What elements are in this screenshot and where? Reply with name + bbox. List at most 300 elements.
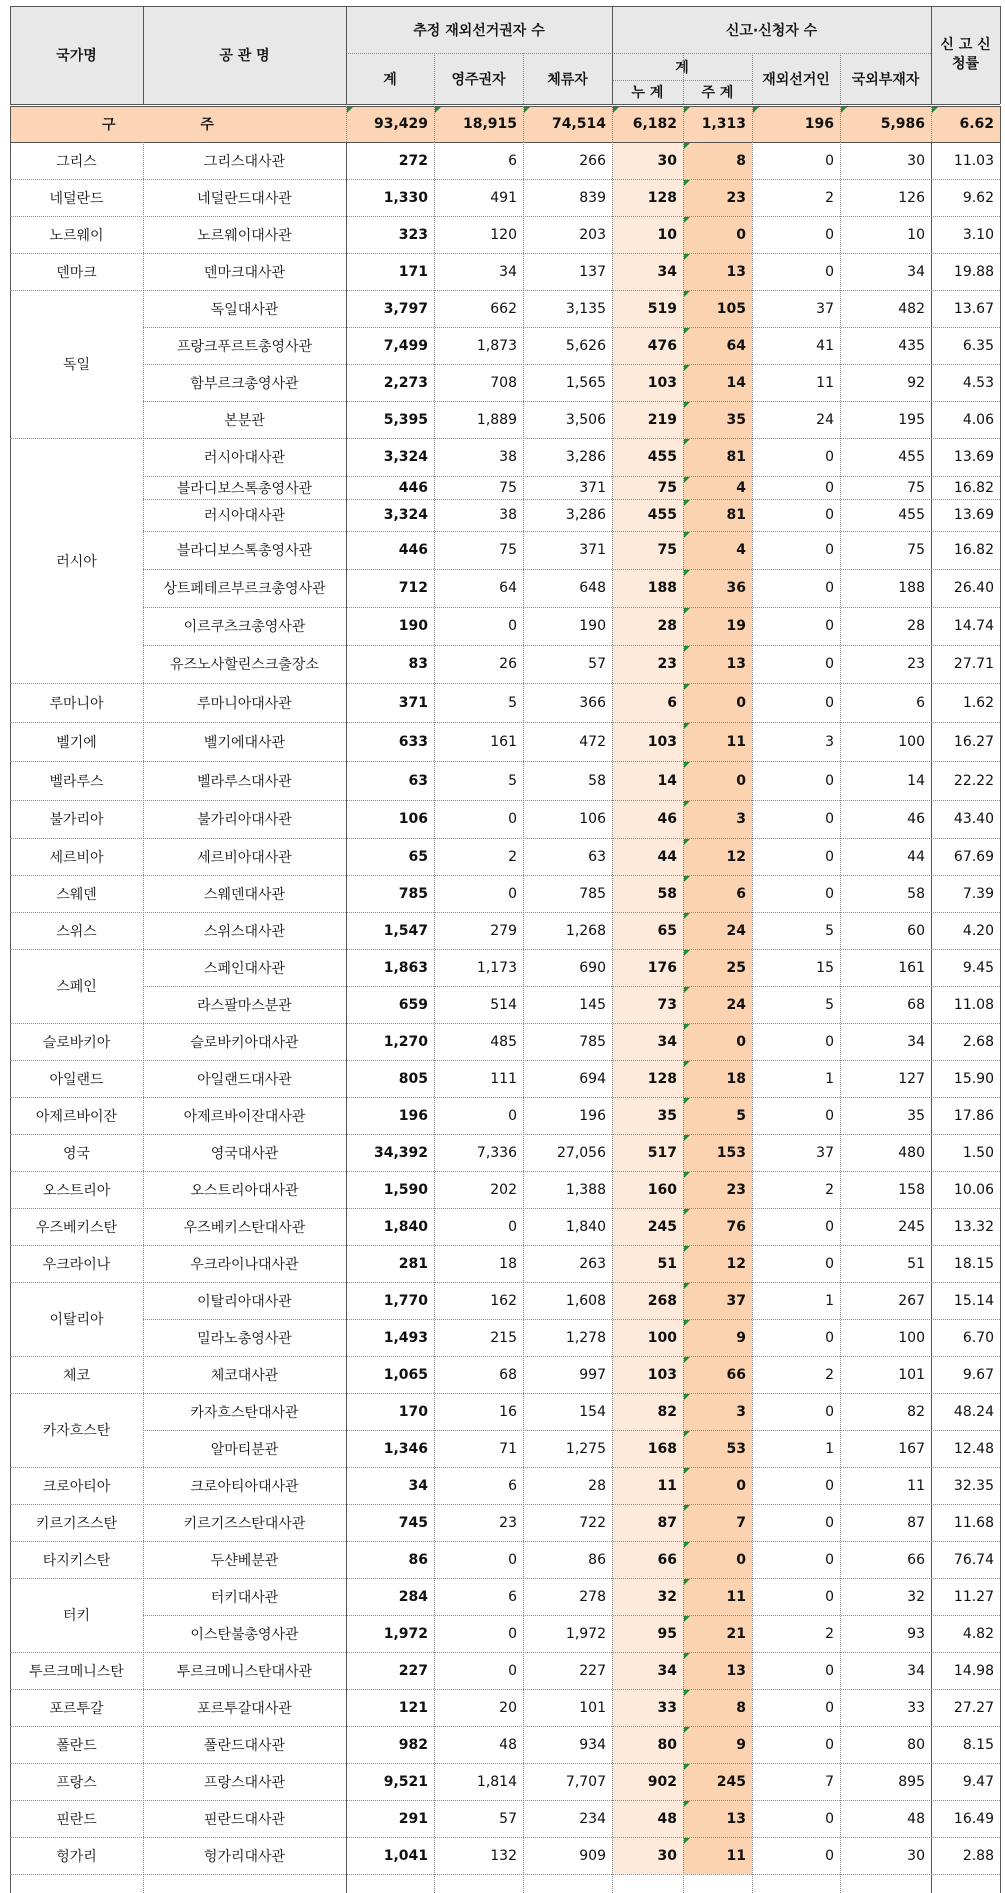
overseas-voter-cell[interactable]: 0 bbox=[825, 1662, 834, 1679]
permanent-cell[interactable]: 120 bbox=[490, 226, 517, 243]
country-name[interactable]: 슬로바키아 bbox=[42, 1034, 111, 1051]
mission-name[interactable]: 이스탄불총영사관 bbox=[190, 1626, 299, 1643]
mission-name[interactable]: 크로아티아대사관 bbox=[190, 1478, 299, 1495]
weekly-cell[interactable]: 245 bbox=[683, 1763, 752, 1800]
weekly-cell[interactable]: 153 bbox=[683, 1134, 752, 1171]
weekly-cell[interactable]: 4 bbox=[683, 531, 752, 569]
weekly-cell[interactable]: 35 bbox=[683, 401, 752, 438]
rate-cell[interactable]: 3.10 bbox=[962, 226, 994, 243]
weekly-cell[interactable]: 13 bbox=[683, 1800, 752, 1837]
permanent-cell[interactable]: 64 bbox=[499, 580, 517, 596]
permanent-cell[interactable]: 71 bbox=[499, 1440, 517, 1457]
permanent-cell[interactable]: 1,873 bbox=[476, 337, 517, 354]
permanent-cell[interactable]: 485 bbox=[490, 1033, 517, 1050]
absentee-cell[interactable]: 75 bbox=[907, 479, 925, 496]
permanent-cell[interactable]: 38 bbox=[499, 507, 517, 523]
permanent-cell[interactable]: 34 bbox=[499, 263, 517, 280]
sojourner-cell[interactable]: 472 bbox=[579, 733, 606, 750]
permanent-cell[interactable]: 0 bbox=[508, 1107, 517, 1124]
summary-permanent[interactable]: 18,915 bbox=[434, 106, 523, 142]
header-country[interactable]: 국가명 bbox=[10, 6, 143, 104]
sojourner-cell[interactable]: 785 bbox=[579, 885, 606, 902]
estimated-total-cell[interactable]: 227 bbox=[398, 1662, 428, 1679]
cumulative-cell[interactable]: 103 bbox=[612, 1356, 683, 1393]
sojourner-cell[interactable]: 63 bbox=[588, 848, 606, 865]
mission-name[interactable]: 네덜란드대사관 bbox=[197, 190, 292, 207]
country-name[interactable]: 헝가리 bbox=[56, 1848, 97, 1865]
estimated-total-cell[interactable]: 281 bbox=[398, 1255, 428, 1272]
weekly-cell[interactable]: 4 bbox=[683, 476, 752, 499]
mission-name[interactable]: 이르쿠츠크총영사관 bbox=[183, 619, 306, 635]
sojourner-cell[interactable]: 190 bbox=[579, 618, 606, 634]
sojourner-cell[interactable]: 227 bbox=[579, 1662, 606, 1679]
overseas-voter-cell[interactable]: 0 bbox=[825, 580, 834, 596]
cumulative-cell[interactable]: 73 bbox=[612, 986, 683, 1023]
absentee-cell[interactable]: 6 bbox=[916, 694, 925, 711]
sojourner-cell[interactable]: 86 bbox=[588, 1551, 606, 1568]
permanent-cell[interactable]: 708 bbox=[490, 374, 517, 391]
absentee-cell[interactable]: 51 bbox=[907, 1255, 925, 1272]
mission-name[interactable]: 유즈노사할린스크출장소 bbox=[170, 657, 319, 673]
country-name[interactable]: 오스트리아 bbox=[42, 1182, 111, 1199]
permanent-cell[interactable]: 202 bbox=[490, 1181, 517, 1198]
mission-name[interactable]: 투르크메니스탄대사관 bbox=[176, 1663, 313, 1680]
country-name[interactable]: 프랑스 bbox=[56, 1774, 97, 1791]
permanent-cell[interactable]: 0 bbox=[508, 618, 517, 634]
header-estimated[interactable]: 추정 재외선거권자 수 bbox=[346, 6, 612, 53]
cumulative-cell[interactable]: 128 bbox=[612, 179, 683, 216]
permanent-cell[interactable]: 1,814 bbox=[476, 1773, 517, 1790]
weekly-cell[interactable]: 9 bbox=[683, 1726, 752, 1763]
sojourner-cell[interactable]: 934 bbox=[579, 1736, 606, 1753]
absentee-cell[interactable]: 87 bbox=[907, 1514, 925, 1531]
overseas-voter-cell[interactable]: 0 bbox=[825, 885, 834, 902]
absentee-cell[interactable]: 35 bbox=[907, 1107, 925, 1124]
permanent-cell[interactable]: 6 bbox=[508, 1477, 517, 1494]
country-name[interactable]: 키르기즈스탄 bbox=[35, 1515, 118, 1532]
country-name[interactable]: 포르투갈 bbox=[49, 1700, 104, 1717]
sojourner-cell[interactable]: 366 bbox=[579, 694, 606, 711]
summary-estimated-total[interactable]: 93,429 bbox=[346, 106, 434, 142]
weekly-cell[interactable]: 24 bbox=[683, 912, 752, 949]
mission-name[interactable]: 함부르크총영사관 bbox=[190, 375, 299, 392]
sojourner-cell[interactable]: 101 bbox=[579, 1699, 606, 1716]
weekly-cell[interactable]: 18 bbox=[683, 1060, 752, 1097]
cumulative-cell[interactable]: 35 bbox=[612, 1097, 683, 1134]
country-name[interactable]: 세르비아 bbox=[49, 849, 104, 866]
summary-overseas-voter[interactable]: 196 bbox=[752, 106, 840, 142]
country-name[interactable]: 우크라이나 bbox=[42, 1256, 111, 1273]
mission-name[interactable]: 블라디보스톡총영사관 bbox=[176, 543, 313, 559]
rate-cell[interactable]: 9.47 bbox=[962, 1773, 994, 1790]
permanent-cell[interactable]: 662 bbox=[490, 300, 517, 317]
country-name[interactable]: 루마니아 bbox=[49, 695, 104, 712]
rate-cell[interactable]: 2.88 bbox=[962, 1847, 994, 1864]
estimated-total-cell[interactable]: 83 bbox=[408, 656, 428, 672]
overseas-voter-cell[interactable]: 1 bbox=[825, 1070, 834, 1087]
absentee-cell[interactable]: 75 bbox=[907, 542, 925, 558]
cumulative-cell[interactable]: 34 bbox=[612, 1652, 683, 1689]
mission-name[interactable]: 스위스대사관 bbox=[203, 923, 286, 940]
mission-name[interactable]: 본분관 bbox=[224, 412, 265, 429]
overseas-voter-cell[interactable]: 2 bbox=[825, 1625, 834, 1642]
absentee-cell[interactable]: 44 bbox=[907, 848, 925, 865]
permanent-cell[interactable]: 514 bbox=[490, 996, 517, 1013]
country-name[interactable]: 독일 bbox=[62, 357, 91, 373]
mission-name[interactable]: 독일대사관 bbox=[210, 301, 279, 318]
overseas-voter-cell[interactable]: 0 bbox=[825, 1033, 834, 1050]
rate-cell[interactable]: 9.45 bbox=[962, 959, 994, 976]
weekly-cell[interactable]: 105 bbox=[683, 290, 752, 327]
cumulative-cell[interactable]: 75 bbox=[612, 531, 683, 569]
header-absentee[interactable]: 국외부재자 bbox=[840, 53, 931, 104]
country-name[interactable]: 이탈리아 bbox=[49, 1312, 104, 1328]
estimated-total-cell[interactable]: 323 bbox=[398, 226, 428, 243]
estimated-total-cell[interactable]: 63 bbox=[408, 772, 428, 789]
permanent-cell[interactable]: 5 bbox=[508, 694, 517, 711]
estimated-total-cell[interactable]: 1,863 bbox=[383, 959, 428, 976]
weekly-cell[interactable]: 81 bbox=[683, 438, 752, 476]
cumulative-cell[interactable]: 48 bbox=[612, 1800, 683, 1837]
overseas-voter-cell[interactable]: 0 bbox=[825, 449, 834, 465]
mission-name[interactable]: 상트페테르부르크총영사관 bbox=[163, 581, 326, 597]
rate-cell[interactable]: 12.48 bbox=[953, 1440, 994, 1457]
mission-name[interactable]: 벨라루스대사관 bbox=[197, 773, 292, 790]
cumulative-cell[interactable]: 268 bbox=[612, 1282, 683, 1319]
absentee-cell[interactable]: 33 bbox=[907, 1699, 925, 1716]
country-name[interactable]: 영국 bbox=[62, 1145, 91, 1162]
rate-cell[interactable]: 4.06 bbox=[962, 411, 994, 428]
overseas-voter-cell[interactable]: 0 bbox=[825, 542, 834, 558]
sojourner-cell[interactable]: 3,286 bbox=[565, 449, 606, 465]
rate-cell[interactable]: 6.70 bbox=[962, 1329, 994, 1346]
weekly-cell[interactable]: 8 bbox=[683, 142, 752, 179]
cumulative-cell[interactable]: 103 bbox=[612, 364, 683, 401]
cumulative-cell[interactable]: 30 bbox=[612, 1837, 683, 1874]
mission-name[interactable]: 오스트리아대사관 bbox=[190, 1182, 299, 1199]
sojourner-cell[interactable]: 3,506 bbox=[565, 411, 606, 428]
mission-name[interactable]: 키르기즈스탄대사관 bbox=[183, 1515, 306, 1532]
mission-name[interactable]: 세르비아대사관 bbox=[197, 849, 292, 866]
summary-absentee[interactable]: 5,986 bbox=[840, 106, 931, 142]
sojourner-cell[interactable]: 839 bbox=[579, 189, 606, 206]
estimated-total-cell[interactable]: 86 bbox=[408, 1551, 428, 1568]
permanent-cell[interactable]: 0 bbox=[508, 1662, 517, 1679]
overseas-voter-cell[interactable]: 1 bbox=[825, 1292, 834, 1309]
cumulative-cell[interactable]: 75 bbox=[612, 476, 683, 499]
sojourner-cell[interactable]: 278 bbox=[579, 1588, 606, 1605]
sojourner-cell[interactable]: 997 bbox=[579, 1366, 606, 1383]
estimated-total-cell[interactable]: 34 bbox=[408, 1477, 428, 1494]
absentee-cell[interactable]: 34 bbox=[907, 1662, 925, 1679]
cumulative-cell[interactable]: 44 bbox=[612, 838, 683, 875]
estimated-total-cell[interactable]: 659 bbox=[398, 996, 428, 1013]
sojourner-cell[interactable]: 785 bbox=[579, 1033, 606, 1050]
weekly-cell[interactable]: 6 bbox=[683, 875, 752, 912]
permanent-cell[interactable]: 0 bbox=[508, 811, 517, 827]
permanent-cell[interactable]: 57 bbox=[499, 1810, 517, 1827]
absentee-cell[interactable]: 80 bbox=[907, 1736, 925, 1753]
sojourner-cell[interactable]: 1,278 bbox=[565, 1329, 606, 1346]
estimated-total-cell[interactable]: 1,972 bbox=[383, 1625, 428, 1642]
cumulative-cell[interactable]: 95 bbox=[612, 1615, 683, 1652]
header-mission[interactable]: 공 관 명 bbox=[143, 6, 346, 104]
absentee-cell[interactable]: 30 bbox=[907, 1847, 925, 1864]
header-applicants[interactable]: 신고·신청자 수 bbox=[612, 6, 931, 53]
sojourner-cell[interactable]: 3,135 bbox=[565, 300, 606, 317]
country-name[interactable]: 덴마크 bbox=[56, 264, 97, 281]
estimated-total-cell[interactable]: 7,499 bbox=[383, 337, 428, 354]
cumulative-cell[interactable]: 188 bbox=[612, 569, 683, 607]
absentee-cell[interactable]: 435 bbox=[898, 337, 925, 354]
estimated-total-cell[interactable]: 272 bbox=[398, 152, 428, 169]
estimated-total-cell[interactable]: 5,395 bbox=[383, 411, 428, 428]
absentee-cell[interactable]: 100 bbox=[898, 733, 925, 750]
permanent-cell[interactable]: 161 bbox=[490, 733, 517, 750]
estimated-total-cell[interactable]: 284 bbox=[398, 1588, 428, 1605]
mission-name[interactable]: 우크라이나대사관 bbox=[190, 1256, 299, 1273]
overseas-voter-cell[interactable]: 5 bbox=[825, 996, 834, 1013]
sojourner-cell[interactable]: 266 bbox=[579, 152, 606, 169]
weekly-cell[interactable]: 13 bbox=[683, 1652, 752, 1689]
overseas-voter-cell[interactable]: 0 bbox=[825, 694, 834, 711]
mission-name[interactable]: 아제르바이잔대사관 bbox=[183, 1108, 306, 1125]
rate-cell[interactable]: 16.49 bbox=[953, 1810, 994, 1827]
estimated-total-cell[interactable]: 1,041 bbox=[383, 1847, 428, 1864]
permanent-cell[interactable]: 7,336 bbox=[476, 1144, 517, 1161]
overseas-voter-cell[interactable]: 0 bbox=[825, 811, 834, 827]
cumulative-cell[interactable]: 11 bbox=[612, 1467, 683, 1504]
rate-cell[interactable]: 7.39 bbox=[962, 885, 994, 902]
weekly-cell[interactable]: 3 bbox=[683, 800, 752, 838]
header-sum[interactable]: 계 bbox=[612, 53, 752, 80]
rate-cell[interactable]: 13.67 bbox=[953, 300, 994, 317]
weekly-cell[interactable]: 8 bbox=[683, 1689, 752, 1726]
overseas-voter-cell[interactable]: 0 bbox=[825, 656, 834, 672]
cumulative-cell[interactable]: 455 bbox=[612, 499, 683, 531]
permanent-cell[interactable]: 0 bbox=[508, 1625, 517, 1642]
sojourner-cell[interactable]: 1,388 bbox=[565, 1181, 606, 1198]
country-name[interactable]: 스페인 bbox=[56, 979, 97, 995]
country-name[interactable]: 우즈베키스탄 bbox=[35, 1219, 118, 1236]
overseas-voter-cell[interactable]: 0 bbox=[825, 1329, 834, 1346]
overseas-voter-cell[interactable]: 15 bbox=[816, 959, 834, 976]
rate-cell[interactable]: 15.14 bbox=[953, 1292, 994, 1309]
header-rate[interactable]: 신 고 신청률 bbox=[931, 6, 1000, 104]
mission-name[interactable]: 이탈리아대사관 bbox=[197, 1293, 292, 1310]
cumulative-cell[interactable]: 66 bbox=[612, 1541, 683, 1578]
permanent-cell[interactable]: 75 bbox=[499, 479, 517, 496]
absentee-cell[interactable]: 126 bbox=[898, 189, 925, 206]
overseas-voter-cell[interactable]: 37 bbox=[816, 1144, 834, 1161]
sojourner-cell[interactable]: 203 bbox=[579, 226, 606, 243]
permanent-cell[interactable]: 0 bbox=[508, 1218, 517, 1235]
country-name[interactable]: 타지키스탄 bbox=[42, 1552, 111, 1569]
sojourner-cell[interactable]: 371 bbox=[579, 542, 606, 558]
estimated-total-cell[interactable]: 1,590 bbox=[383, 1181, 428, 1198]
sojourner-cell[interactable]: 7,707 bbox=[565, 1773, 606, 1790]
estimated-total-cell[interactable]: 371 bbox=[398, 694, 428, 711]
overseas-voter-cell[interactable]: 0 bbox=[825, 1255, 834, 1272]
sojourner-cell[interactable]: 722 bbox=[579, 1514, 606, 1531]
mission-name[interactable]: 그리스대사관 bbox=[203, 153, 286, 170]
country-name[interactable]: 러시아 bbox=[56, 553, 97, 570]
overseas-voter-cell[interactable]: 0 bbox=[825, 152, 834, 169]
weekly-cell[interactable]: 11 bbox=[683, 1578, 752, 1615]
absentee-cell[interactable]: 46 bbox=[907, 811, 925, 827]
absentee-cell[interactable]: 245 bbox=[898, 1218, 925, 1235]
estimated-total-cell[interactable]: 1,346 bbox=[383, 1440, 428, 1457]
country-name[interactable]: 그리스 bbox=[56, 153, 97, 170]
sojourner-cell[interactable]: 1,268 bbox=[565, 922, 606, 939]
mission-name[interactable]: 폴란드대사관 bbox=[203, 1737, 286, 1754]
permanent-cell[interactable]: 132 bbox=[490, 1847, 517, 1864]
overseas-voter-cell[interactable]: 0 bbox=[825, 226, 834, 243]
permanent-cell[interactable]: 0 bbox=[508, 885, 517, 902]
sojourner-cell[interactable]: 106 bbox=[579, 811, 606, 827]
sojourner-cell[interactable]: 690 bbox=[579, 959, 606, 976]
mission-name[interactable]: 알마티분관 bbox=[210, 1441, 279, 1458]
permanent-cell[interactable]: 18 bbox=[499, 1255, 517, 1272]
rate-cell[interactable]: 6.35 bbox=[962, 337, 994, 354]
rate-cell[interactable]: 2.68 bbox=[962, 1033, 994, 1050]
overseas-voter-cell[interactable]: 1 bbox=[825, 1440, 834, 1457]
sojourner-cell[interactable]: 1,972 bbox=[565, 1625, 606, 1642]
absentee-cell[interactable]: 158 bbox=[898, 1181, 925, 1198]
estimated-total-cell[interactable]: 633 bbox=[398, 733, 428, 750]
estimated-total-cell[interactable]: 190 bbox=[398, 618, 428, 634]
country-name[interactable]: 벨라루스 bbox=[49, 773, 104, 790]
cumulative-cell[interactable]: 58 bbox=[612, 875, 683, 912]
estimated-total-cell[interactable]: 1,840 bbox=[383, 1218, 428, 1235]
weekly-cell[interactable]: 0 bbox=[683, 1467, 752, 1504]
rate-cell[interactable]: 16.27 bbox=[953, 733, 994, 750]
overseas-voter-cell[interactable]: 0 bbox=[825, 1810, 834, 1827]
rate-cell[interactable]: 10.06 bbox=[953, 1181, 994, 1198]
permanent-cell[interactable]: 279 bbox=[490, 922, 517, 939]
cumulative-cell[interactable]: 34 bbox=[612, 1023, 683, 1060]
estimated-total-cell[interactable]: 745 bbox=[398, 1514, 428, 1531]
country-name[interactable]: 불가리아 bbox=[49, 812, 104, 828]
estimated-total-cell[interactable]: 446 bbox=[398, 542, 428, 558]
mission-name[interactable]: 프랑스대사관 bbox=[203, 1774, 286, 1791]
absentee-cell[interactable]: 188 bbox=[898, 580, 925, 596]
permanent-cell[interactable]: 491 bbox=[490, 189, 517, 206]
cumulative-cell[interactable]: 34 bbox=[612, 253, 683, 290]
cumulative-cell[interactable]: 160 bbox=[612, 1171, 683, 1208]
rate-cell[interactable]: 48.24 bbox=[953, 1403, 994, 1420]
rate-cell[interactable]: 16.82 bbox=[953, 479, 994, 496]
weekly-cell[interactable]: 3 bbox=[683, 1393, 752, 1430]
weekly-cell[interactable]: 14 bbox=[683, 364, 752, 401]
overseas-voter-cell[interactable]: 0 bbox=[825, 1736, 834, 1753]
summary-rate[interactable]: 6.62 bbox=[931, 106, 1000, 142]
rate-cell[interactable]: 27.71 bbox=[953, 656, 994, 672]
overseas-voter-cell[interactable]: 0 bbox=[825, 479, 834, 496]
overseas-voter-cell[interactable]: 0 bbox=[825, 1477, 834, 1494]
weekly-cell[interactable]: 0 bbox=[683, 761, 752, 800]
sojourner-cell[interactable]: 58 bbox=[588, 772, 606, 789]
rate-cell[interactable]: 14.74 bbox=[953, 618, 994, 634]
weekly-cell[interactable]: 11 bbox=[683, 1837, 752, 1874]
weekly-cell[interactable]: 36 bbox=[683, 569, 752, 607]
mission-name[interactable]: 밀라노총영사관 bbox=[197, 1330, 292, 1347]
cumulative-cell[interactable]: 103 bbox=[612, 722, 683, 761]
mission-name[interactable]: 체코대사관 bbox=[210, 1367, 279, 1384]
country-name[interactable]: 투르크메니스탄 bbox=[29, 1663, 124, 1680]
estimated-total-cell[interactable]: 1,330 bbox=[383, 189, 428, 206]
overseas-voter-cell[interactable]: 0 bbox=[825, 1107, 834, 1124]
estimated-total-cell[interactable]: 106 bbox=[398, 811, 428, 827]
weekly-cell[interactable]: 11 bbox=[683, 722, 752, 761]
cumulative-cell[interactable]: 80 bbox=[612, 1726, 683, 1763]
weekly-cell[interactable]: 23 bbox=[683, 179, 752, 216]
sojourner-cell[interactable]: 234 bbox=[579, 1810, 606, 1827]
weekly-cell[interactable]: 13 bbox=[683, 645, 752, 683]
header-total[interactable]: 계 bbox=[346, 53, 434, 104]
sojourner-cell[interactable]: 263 bbox=[579, 1255, 606, 1272]
country-name[interactable]: 네덜란드 bbox=[49, 190, 104, 207]
overseas-voter-cell[interactable]: 37 bbox=[816, 300, 834, 317]
summary-label[interactable]: 구 주 bbox=[10, 106, 346, 142]
rate-cell[interactable]: 22.22 bbox=[953, 772, 994, 789]
mission-name[interactable]: 포르투갈대사관 bbox=[197, 1700, 292, 1717]
cumulative-cell[interactable]: 902 bbox=[612, 1763, 683, 1800]
weekly-cell[interactable]: 7 bbox=[683, 1504, 752, 1541]
sojourner-cell[interactable]: 154 bbox=[579, 1403, 606, 1420]
sojourner-cell[interactable]: 28 bbox=[588, 1477, 606, 1494]
absentee-cell[interactable]: 92 bbox=[907, 374, 925, 391]
rate-cell[interactable]: 43.40 bbox=[953, 811, 994, 827]
permanent-cell[interactable]: 215 bbox=[490, 1329, 517, 1346]
estimated-total-cell[interactable]: 2,273 bbox=[383, 374, 428, 391]
absentee-cell[interactable]: 93 bbox=[907, 1625, 925, 1642]
rate-cell[interactable]: 76.74 bbox=[953, 1551, 994, 1568]
permanent-cell[interactable]: 0 bbox=[508, 1551, 517, 1568]
estimated-total-cell[interactable]: 65 bbox=[408, 848, 428, 865]
absentee-cell[interactable]: 28 bbox=[907, 618, 925, 634]
cumulative-cell[interactable]: 10 bbox=[612, 216, 683, 253]
sojourner-cell[interactable]: 145 bbox=[579, 996, 606, 1013]
mission-name[interactable]: 터키대사관 bbox=[210, 1589, 279, 1606]
absentee-cell[interactable]: 100 bbox=[898, 1329, 925, 1346]
mission-name[interactable]: 우즈베키스탄대사관 bbox=[183, 1219, 306, 1236]
rate-cell[interactable]: 19.88 bbox=[953, 263, 994, 280]
absentee-cell[interactable]: 34 bbox=[907, 1033, 925, 1050]
rate-cell[interactable]: 11.27 bbox=[953, 1588, 994, 1605]
overseas-voter-cell[interactable]: 0 bbox=[825, 1847, 834, 1864]
mission-name[interactable]: 노르웨이대사관 bbox=[197, 227, 292, 244]
absentee-cell[interactable]: 14 bbox=[907, 772, 925, 789]
rate-cell[interactable]: 1.50 bbox=[962, 1144, 994, 1161]
cumulative-cell[interactable]: 33 bbox=[612, 1689, 683, 1726]
absentee-cell[interactable]: 32 bbox=[907, 1588, 925, 1605]
sojourner-cell[interactable]: 1,840 bbox=[565, 1218, 606, 1235]
mission-name[interactable]: 러시아대사관 bbox=[203, 508, 286, 524]
country-name[interactable]: 체코 bbox=[62, 1367, 91, 1384]
estimated-total-cell[interactable]: 446 bbox=[398, 479, 428, 496]
rate-cell[interactable]: 9.62 bbox=[962, 189, 994, 206]
header-cumulative[interactable]: 누 계 bbox=[612, 80, 683, 104]
mission-name[interactable]: 스페인대사관 bbox=[203, 960, 286, 977]
weekly-cell[interactable]: 21 bbox=[683, 1615, 752, 1652]
cumulative-cell[interactable]: 128 bbox=[612, 1060, 683, 1097]
weekly-cell[interactable]: 12 bbox=[683, 838, 752, 875]
weekly-cell[interactable]: 81 bbox=[683, 499, 752, 531]
rate-cell[interactable]: 18.15 bbox=[953, 1255, 994, 1272]
absentee-cell[interactable]: 30 bbox=[907, 152, 925, 169]
overseas-voter-cell[interactable]: 5 bbox=[825, 922, 834, 939]
